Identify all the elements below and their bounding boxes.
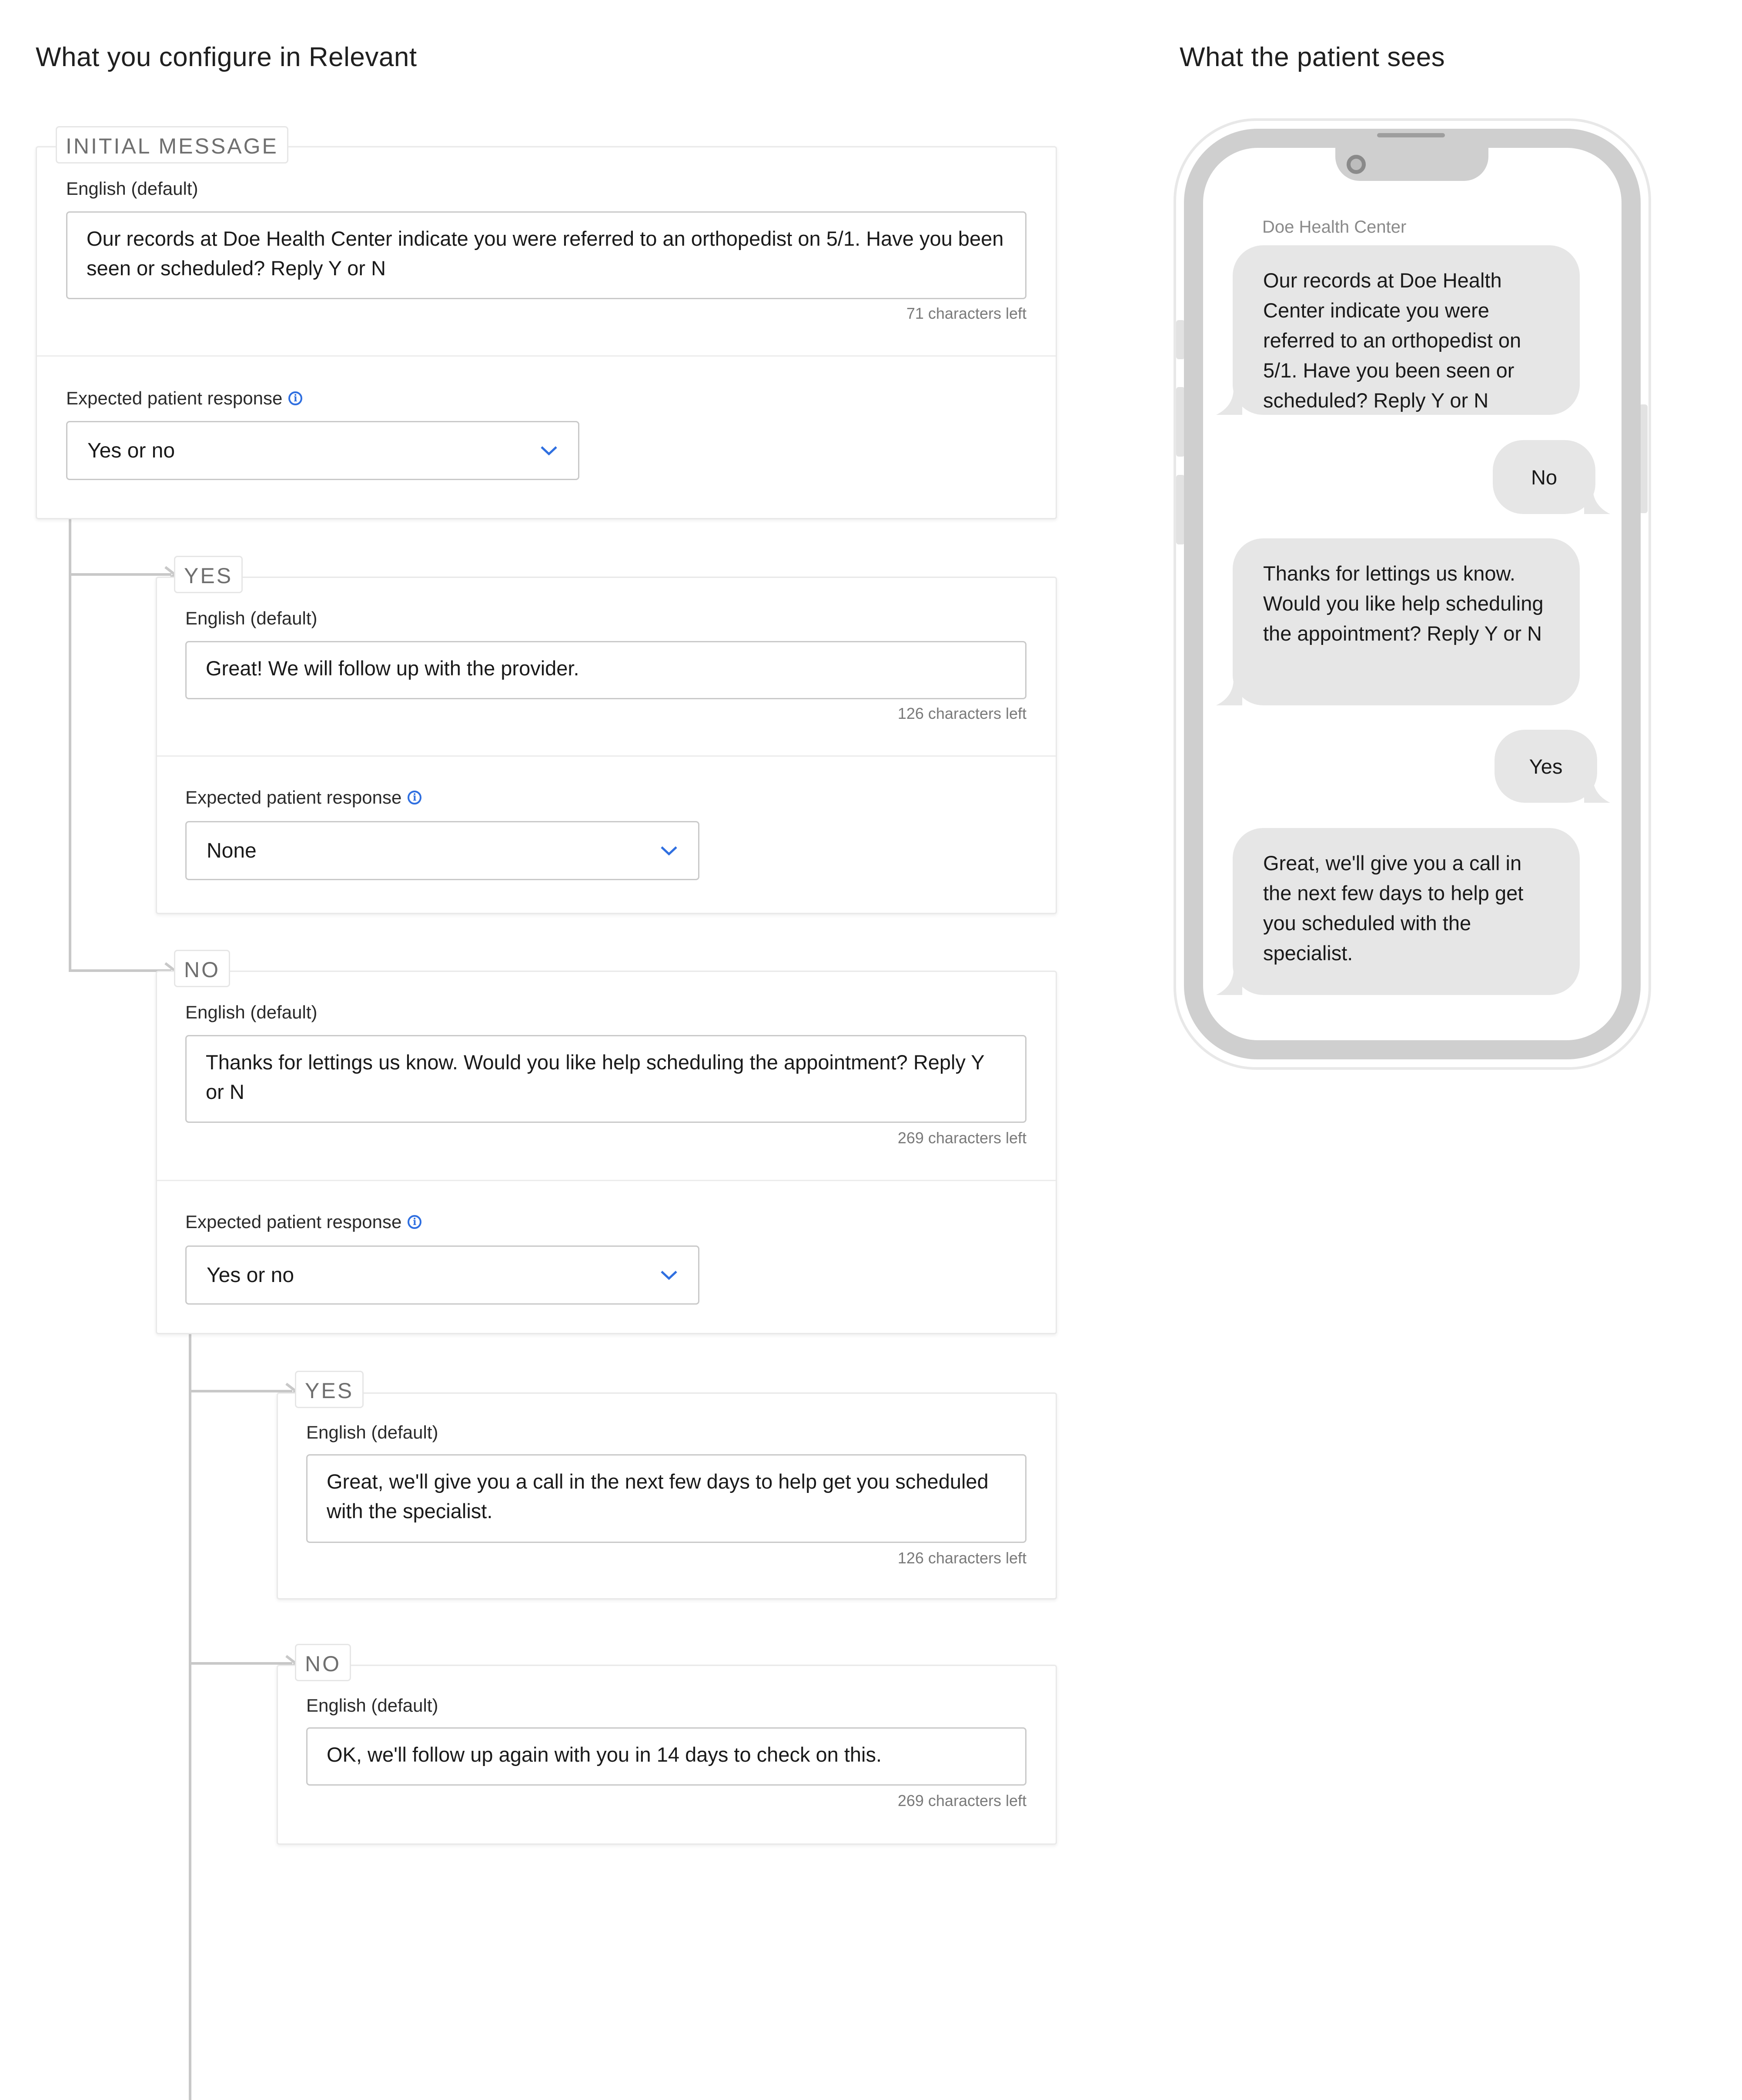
expected-response-label xyxy=(66,388,302,409)
language-label: English (default) xyxy=(185,1002,318,1022)
right-heading: What the patient sees xyxy=(1180,42,1445,72)
chars-left: 126 characters left xyxy=(897,1549,1026,1567)
expected-response-text: Expected patient response xyxy=(185,1212,402,1232)
chars-left: 269 characters left xyxy=(897,1792,1026,1810)
left-heading: What you configure in Relevant xyxy=(36,42,417,72)
tree-connector xyxy=(189,1390,292,1392)
phone-speaker xyxy=(1377,133,1445,137)
expected-response-text: Expected patient response xyxy=(185,787,402,808)
chevron-down-icon xyxy=(540,444,558,457)
initial-message-tag: INITIAL MESSAGE xyxy=(56,126,288,164)
no-no-message-field[interactable]: OK, we'll follow up again with you in 14 days to check on this. xyxy=(306,1727,1026,1786)
tree-connector xyxy=(69,518,71,972)
language-label: English (default) xyxy=(306,1695,438,1716)
message-bubble-outgoing: No xyxy=(1493,440,1595,514)
expected-response-label xyxy=(185,1212,421,1232)
info-icon[interactable]: i xyxy=(288,391,302,405)
card-divider xyxy=(157,755,1056,757)
message-bubble-outgoing: Yes xyxy=(1495,730,1597,803)
chars-left: 126 characters left xyxy=(897,704,1026,722)
expected-response-select[interactable] xyxy=(185,1245,699,1305)
no-branch-tag: NO xyxy=(174,950,230,987)
info-icon[interactable]: i xyxy=(408,791,421,805)
camera-icon xyxy=(1347,155,1366,174)
card-divider xyxy=(157,1180,1056,1181)
yes-branch-tag: YES xyxy=(174,556,243,593)
info-icon[interactable]: i xyxy=(408,1215,421,1229)
expected-response-select[interactable] xyxy=(185,821,699,880)
no-no-branch-tag: NO xyxy=(295,1644,351,1681)
yes-message-field[interactable]: Great! We will follow up with the provider. xyxy=(185,641,1026,699)
expected-response-label xyxy=(185,787,421,808)
sender-name: Doe Health Center xyxy=(1262,217,1407,237)
initial-message-field[interactable]: Our records at Doe Health Center indicate you were referred to an orthopedist on 5/1. Have you been seen or scheduled? Reply Y or N xyxy=(66,211,1026,299)
message-bubble-incoming: Our records at Doe Health Center indicate you were referred to an orthopedist on 5/1. Have you been seen or scheduled? Reply Y or N xyxy=(1233,245,1580,415)
select-value: None xyxy=(207,839,257,862)
message-bubble-incoming: Thanks for lettings us know. Would you like help scheduling the appointment? Reply Y or N xyxy=(1233,538,1580,705)
no-message-field[interactable]: Thanks for lettings us know. Would you like help scheduling the appointment? Reply Y or N xyxy=(185,1035,1026,1123)
select-value: Yes or no xyxy=(207,1263,294,1287)
tree-connector xyxy=(69,573,171,576)
tree-connector xyxy=(189,1333,191,2100)
card-divider xyxy=(37,355,1056,357)
chars-left: 71 characters left xyxy=(906,304,1026,322)
expected-response-select[interactable] xyxy=(66,421,579,480)
language-label: English (default) xyxy=(185,608,318,628)
tree-connector xyxy=(189,1662,292,1665)
expected-response-text: Expected patient response xyxy=(66,388,283,408)
message-bubble-incoming: Great, we'll give you a call in the next few days to help get you scheduled with the specialist. xyxy=(1233,828,1580,995)
chevron-down-icon xyxy=(660,1269,678,1281)
chevron-down-icon xyxy=(660,845,678,857)
chars-left: 269 characters left xyxy=(897,1129,1026,1147)
select-value: Yes or no xyxy=(87,439,175,462)
no-yes-message-field[interactable]: Great, we'll give you a call in the next few days to help get you scheduled with the specialist. xyxy=(306,1454,1026,1543)
no-yes-branch-tag: YES xyxy=(295,1371,364,1408)
language-label: English (default) xyxy=(306,1422,438,1442)
language-label: English (default) xyxy=(66,178,198,199)
